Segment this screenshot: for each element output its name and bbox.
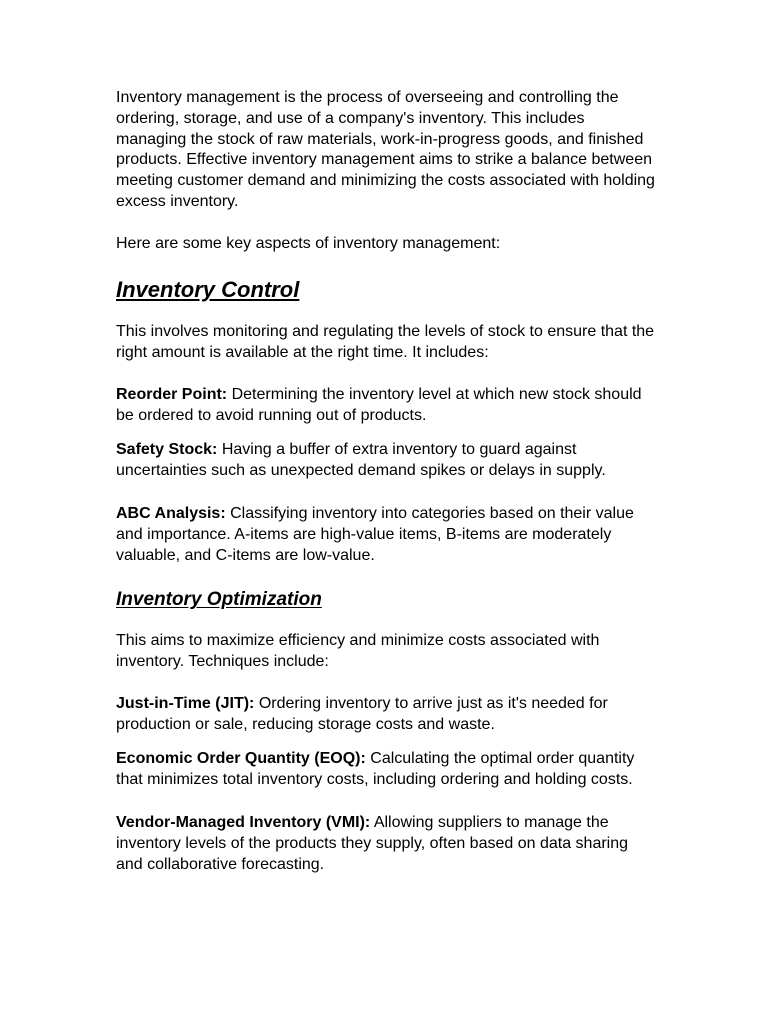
list-item (116, 440, 656, 482)
item-term: ABC Analysis: (116, 504, 226, 522)
list-item (116, 813, 656, 875)
list-item (116, 385, 656, 427)
item-text: Classifying inventory into categories based on their value and importance. A-items are high-value items, B-items are moderately valuable, and C-items are low-value. (116, 504, 634, 564)
heading-inventory-control: Inventory Control (116, 277, 300, 303)
document-body (116, 88, 656, 889)
list-item (116, 504, 656, 566)
list-item (116, 749, 656, 791)
list-item (116, 694, 656, 736)
item-text: Having a buffer of extra inventory to guard against uncertainties such as unexpected demand spikes or delays in supply. (116, 441, 606, 480)
item-term: Reorder Point: (116, 385, 228, 403)
item-text: Allowing suppliers to manage the inventory levels of the products they supply, often based on data sharing and collaborative forecasting. (116, 813, 629, 873)
intro-paragraph: Inventory management is the process of overseeing and controlling the ordering, storage, and use of a company's inventory. This includes managing the stock of raw materials, work-in-progress goods, and finished products. Effective inventory management aims to strike a balance between meeting customer demand and minimizing the costs associated with holding excess inventory. (116, 89, 655, 210)
heading-inventory-optimization: Inventory Optimization (116, 589, 322, 611)
section-intro: This involves monitoring and regulating the levels of stock to ensure that the right amount is available at the right time. It includes: (116, 323, 655, 362)
item-term: Vendor-Managed Inventory (VMI): (116, 813, 371, 831)
section-intro: This aims to maximize efficiency and minimize costs associated with inventory. Techniques include: (116, 632, 600, 671)
item-term: Just-in-Time (JIT): (116, 694, 255, 712)
item-term: Economic Order Quantity (EOQ): (116, 750, 366, 768)
intro-lead: Here are some key aspects of inventory management: (116, 234, 501, 252)
item-text: Determining the inventory level at which new stock should be ordered to avoid running out of products. (116, 385, 642, 424)
item-text: Calculating the optimal order quantity that minimizes total inventory costs, including ordering and holding costs. (116, 750, 635, 789)
item-text: Ordering inventory to arrive just as it's needed for production or sale, reducing storage costs and waste. (116, 694, 608, 733)
item-term: Safety Stock: (116, 441, 218, 459)
